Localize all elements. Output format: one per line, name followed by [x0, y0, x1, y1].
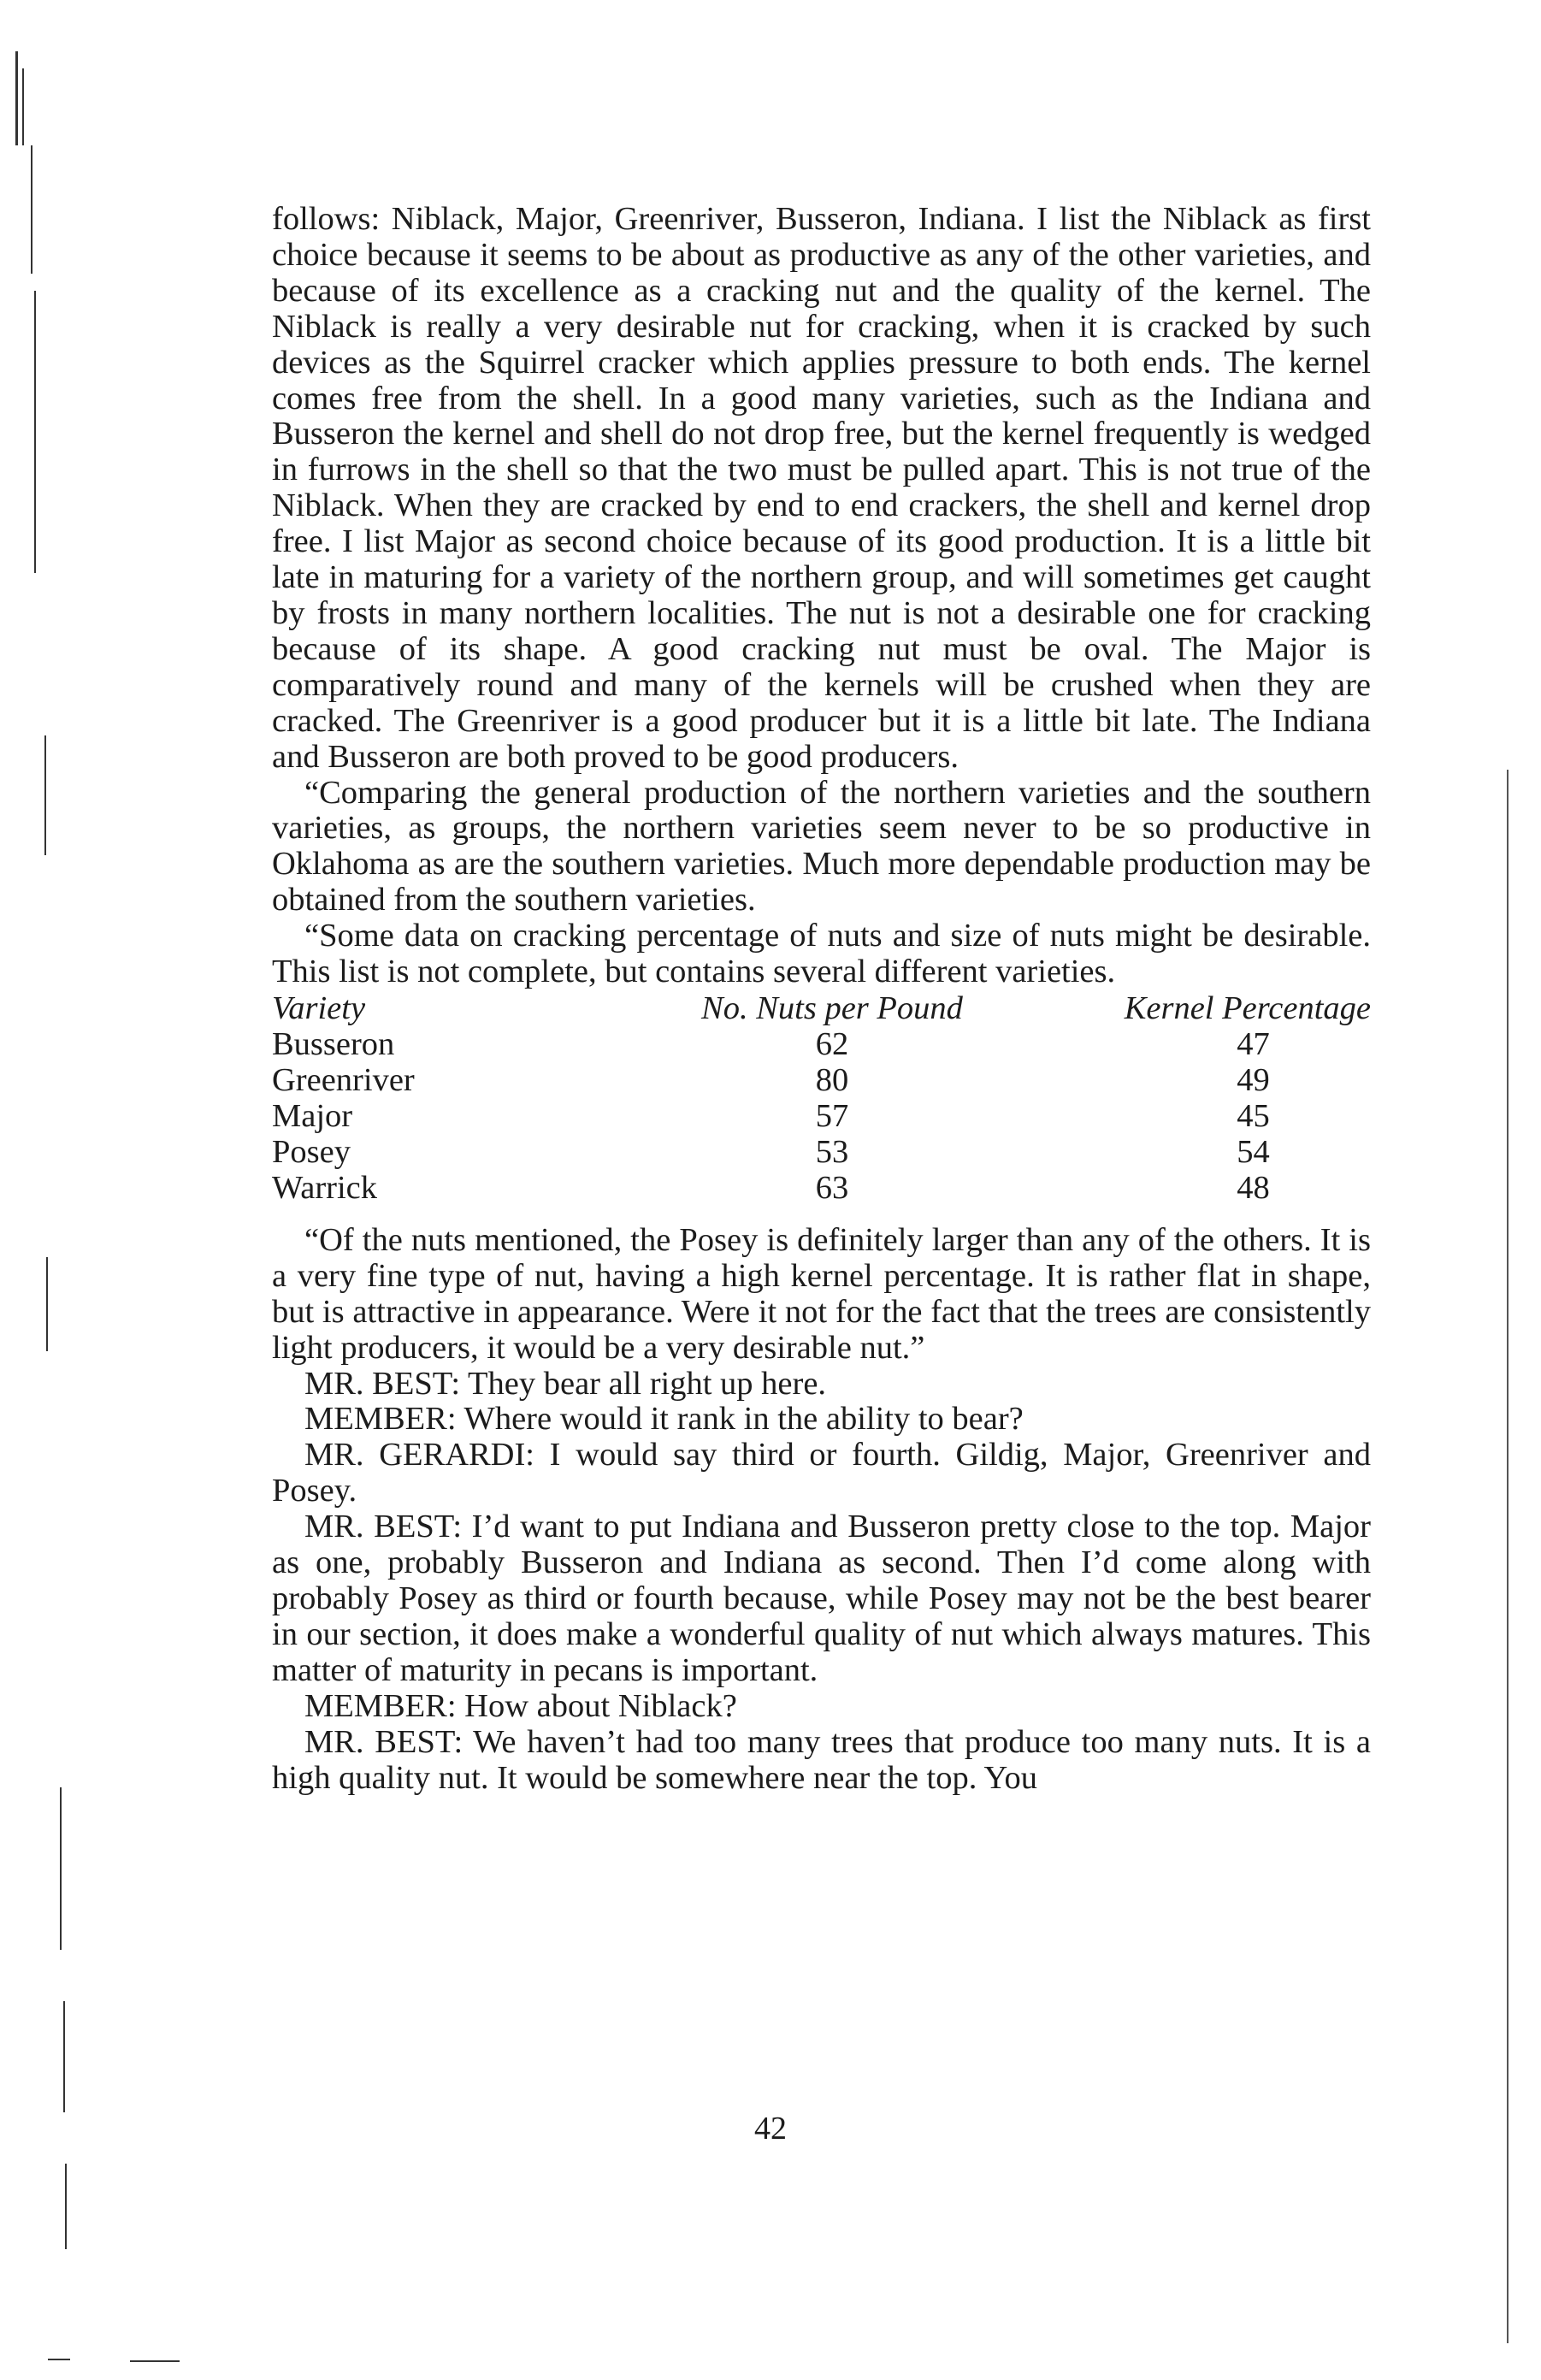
scan-edge-mark: [130, 2360, 180, 2362]
cell-variety: Major: [272, 1097, 353, 1134]
scan-edge-mark: [1507, 770, 1509, 2343]
cell-variety: Posey: [272, 1133, 351, 1170]
table-row: [272, 1098, 1371, 1134]
paragraph-some-data: “Some data on cracking percentage of nuts and size of nuts might be desirable. This list is not complete, but contains several different varieties.: [272, 918, 1371, 990]
scan-edge-mark: [63, 2001, 65, 2112]
scan-edge-mark: [44, 735, 46, 855]
dialogue-member-1: MEMBER: Where would it rank in the ability to bear?: [304, 1401, 1024, 1438]
dialogue-best-3: MR. BEST: We haven’t had too many trees that produce too many nuts. It is a high quality nut. It would be somewhere near the top. You: [272, 1723, 1371, 1796]
scan-edge-mark: [31, 145, 32, 274]
scan-edge-mark: [34, 291, 36, 573]
table-header-row: [272, 990, 1371, 1026]
scan-edge-mark: [15, 51, 18, 145]
cell-nuts-per-pound: 63: [815, 1169, 849, 1206]
cell-kernel-percentage: 47: [1237, 1025, 1270, 1062]
dialogue-member-2: MEMBER: How about Niblack?: [304, 1687, 737, 1724]
cell-variety: Warrick: [272, 1169, 378, 1206]
header-variety: Variety: [272, 989, 366, 1026]
scan-edge-mark: [65, 2164, 67, 2249]
cell-variety: Greenriver: [272, 1061, 415, 1098]
cell-kernel-percentage: 49: [1237, 1061, 1270, 1098]
table-row: [272, 1062, 1371, 1098]
scan-edge-mark: [60, 1787, 62, 1950]
header-kernel-percentage: Kernel Percentage: [1124, 989, 1371, 1026]
cell-nuts-per-pound: 62: [815, 1025, 849, 1062]
dialogue-gerardi: MR. GERARDI: I would say third or fourth. Gildig, Major, Greenriver and Posey.: [272, 1437, 1371, 1509]
cell-kernel-percentage: 54: [1237, 1133, 1270, 1170]
scan-edge-mark: [22, 68, 24, 145]
cell-nuts-per-pound: 53: [815, 1133, 849, 1170]
cell-kernel-percentage: 48: [1237, 1169, 1270, 1206]
paragraph-comparing: “Comparing the general production of the northern varieties and the southern varieties, as groups, the northern varieties seem never to be so productive in Oklahoma as are the southern varieties. Much more dependable production may be obtained from the southern varieties.: [272, 774, 1371, 918]
table-row: [272, 1026, 1371, 1062]
cell-nuts-per-pound: 80: [815, 1061, 849, 1098]
dialogue-best-2: MR. BEST: I’d want to put Indiana and Busseron pretty close to the top. Major as one, probably Busseron and Indiana as second. Then I’d come along with probably Posey as third or fourth because, while Posey may not be the best bearer in our section, it does make a wonderful quality of nut which always matures. This matter of maturity in pecans is important.: [272, 1509, 1371, 1688]
dialogue-best-1: MR. BEST: They bear all right up here.: [304, 1365, 827, 1402]
scan-edge-mark: [46, 1257, 48, 1351]
page-number: 42: [754, 2111, 787, 2147]
table-row: [272, 1170, 1371, 1206]
cell-nuts-per-pound: 57: [815, 1097, 849, 1134]
nut-data-table: [272, 990, 1371, 1206]
header-nuts-per-pound: No. Nuts per Pound: [701, 989, 963, 1026]
body-text: [272, 202, 1371, 1796]
table-row: [272, 1134, 1371, 1170]
cell-kernel-percentage: 45: [1237, 1097, 1270, 1134]
cell-variety: Busseron: [272, 1025, 395, 1062]
paragraph-posey: “Of the nuts mentioned, the Posey is definitely larger than any of the others. It is a very fine type of nut, having a high kernel percentage. It is rather flat in shape, but is attractive in appearance. Were it not for the fact that the trees are consistently light producers, it would be a very desirable nut.”: [272, 1221, 1371, 1366]
paragraph-continuation: follows: Niblack, Major, Greenriver, Busseron, Indiana. I list the Niblack as first choice because it seems to be about as productive as any of the other varieties, and because of its excellence as a cracking nut and the quality of the kernel. The Niblack is really a very desirable nut for cracking, when it is cracked by such devices as the Squirrel cracker which applies pressure to both ends. The kernel comes free from the shell. In a good many varieties, such as the Indiana and Busseron the kernel and shell do not drop free, but the kernel frequently is wedged in furrows in the shell so that the two must be pulled apart. This is not true of the Niblack. When they are cracked by end to end crackers, the shell and kernel drop free. I list Major as second choice because of its good production. It is a little bit late in maturing for a variety of the northern group, and will sometimes get caught by frosts in many northern localities. The nut is not a desirable one for cracking because of its shape. A good cracking nut must be oval. The Major is comparatively round and many of the kernels will be crushed when they are cracked. The Greenriver is a good producer but it is a little bit late. The Indiana and Busseron are both proved to be good producers.: [272, 201, 1371, 775]
scan-edge-mark: [48, 2359, 70, 2360]
